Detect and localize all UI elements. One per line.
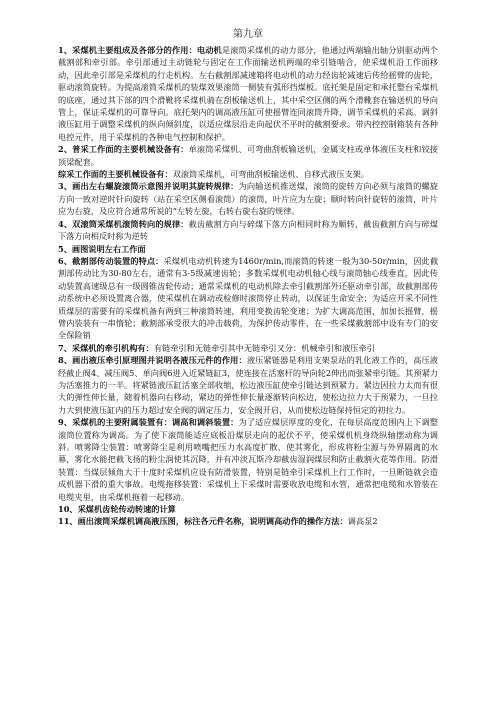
- paragraph-12: [58, 515, 438, 527]
- paragraph-3: [58, 168, 438, 180]
- paragraph-9-heading: 8、画出液压牵引原理图并说明各液压元件的作用：: [58, 355, 247, 366]
- paragraph-11-heading: 10、采煤机齿轮传动转速的计算: [58, 504, 176, 515]
- paragraph-5: [58, 218, 438, 243]
- paragraph-10-body: 为了适应煤层厚度的变化，在每层高度范围内上下调整滚筒位置称为调高。为了使下滚筒能适应底板沿煤层走向的起伏不平，使采煤机机身绕纵轴摆动称为调斜。喷雾降尘装置：喷雾降尘是利用喷嘴把压力水高度扩散，使其雾化，形成将粉尘源与外界隔离的水幕，雾化水能把截飞扬的粉尘润使其沉降，并有冲淡瓦斯冷却截齿湿润煤层和防止截割火花等作用。防滑装置：当煤层倾角大于十度时采煤机应设有防滑装置，特别是链牵引采煤机上行工作时，一旦断链就会造成机器下滑的重大事故。电缆拖移装置：采煤机上下采煤时需要收放电缆和水管，通常把电缆和水管装在电缆夹里，由采煤机拖着一起移动。: [58, 417, 438, 502]
- paragraph-3-body: 双滚筒采煤机，可弯曲刮板输送机、自移式液压支架。: [172, 169, 370, 180]
- paragraph-1: [58, 44, 438, 143]
- paragraph-2-body: 单滚筒采煤机、可弯曲刮板输送机，金属支柱或单体液压支柱和铰接顶梁配套。: [58, 144, 438, 167]
- paragraph-9-body: 液压紧链器是利用支架泵站的乳化液工作的，高压液经截止阀4、减压阀5、单向阀6进入近紧链缸3，使连接在活塞杆的导向轮2伸出而张紧牵引链。其预紧力为活塞推力的一半。将紧链液压缸活塞全部收缩，松边液压缸使牵引链达到预紧力。紧边因拉力太而有很大的弹性伸长量，随着机器向右移动，紧边的弹性伸长量逐渐转向松边，使松边拉力大于预紧力，一旦拉力大到使液压缸内的压力超过安全阀的调定压力，安全阀开启，从而使松边链保持恒定的初拉力。: [58, 355, 438, 415]
- paragraph-4-body: 为向输送机推送煤，滚筒的旋转方向必须与滚筒的螺旋方向一致对逆时针向旋转（站在采空区侧看滚筒）的滚筒，叶片应为左旋；顺时转向针旋转的滚筒，叶片应为右旋，及应符合通常所说的“左转左旋，右转右旋右旋的规律。: [58, 181, 438, 217]
- paragraph-2: [58, 143, 438, 168]
- paragraph-7-body: 采煤机电动机转速为1460r/min,而滚筒的转速一般为30-50r/min，因此截割部传动比为30-80左右，通常有3-5级减速齿轮；多数采煤机电动机轴心线与滚筒轴心线垂直，因此传动装置高速级总有一级圆锥齿轮传动；通常采煤机的电动机除去牵引截割部外还驱动牵引部，故截割部传动系统中必须设置离合器，使采煤机在调动或检修时滚筒停止转动，以保证生命安全；为适应开采不同性质煤层的需要有的采煤机备有两到三种滚筒转速，利用变换齿轮变速；为扩大调高范围，加加长摇臂，摇臂内装装有一串惰轮；截割部承受很大的冲击载荷，为保护传动零件，在一些采煤截割部中设有专门的安全保险销: [58, 255, 439, 341]
- paragraph-12-body: 调高泵2: [347, 516, 378, 527]
- paragraph-6: [58, 243, 438, 255]
- paragraph-10: [58, 416, 438, 503]
- paragraph-8-heading: 7、采煤机的牵引机构有：: [58, 342, 154, 353]
- chapter-title: 第九章: [233, 29, 263, 40]
- paragraph-9: [58, 354, 438, 416]
- paragraph-5-body: 截齿截割方向与碎煤下落方向相同时称为顺转，截齿截割方向与碎煤下落方向相反时称为逆转: [58, 218, 438, 242]
- paragraph-10-heading: 9、采煤机的主要附属装置有：调高和调斜装置：: [58, 417, 239, 428]
- paragraph-8-body: 有链牵引和无链牵引其中无链牵引又分：机械牵引和液压牵引: [153, 342, 375, 353]
- paragraph-11: [58, 503, 438, 515]
- paragraph-1-body: 是滚筒采煤机的动力部分，他通过两端输出轴分别驱动两个截割部和牵引部。牵引部通过主动链轮与固定在工作面输送机两端的牵引链啮合，使采煤机沿工作面移动，因此牵引部是采煤机的行走机构。左右截割部减速箱将电动机的动力经齿轮减速后传给摇臂的齿轮，驱动滚筒旋转。为提高滚筒采煤机的装煤效果滚筒一侧装有弧形挡煤板。底托架是固定和承托整台采煤机的底座，通过其下部的四个滑靴将采煤机骑在刮板输送机上，其中采空区侧的两个滑靴套在输送机的导向管上，保证采煤机的可靠导向。底托架内的调高液压缸可使摇臂连同滚筒升降，调节采煤机的采高。调斜液压缸用于调整采煤机的纵向倾斜度，以适应煤层沿走向起伏不平时的截割要求。带内控控制箱装有各种电控元件，用于采煤机的各种电气控制和保护。: [58, 45, 438, 142]
- paragraph-6-heading: 5、画图说明左右工作面: [58, 243, 146, 254]
- paragraph-4: [58, 180, 438, 217]
- paragraph-5-heading: 4、双滚筒采煤机滚筒转向的规律：: [58, 218, 189, 229]
- paragraph-8: [58, 342, 438, 354]
- paragraph-2-heading: 2、普采工作面的主要机械设备有：: [58, 144, 189, 155]
- paragraph-4-heading: 3、画出左右螺旋滚筒示意图并说明其旋转规律：: [58, 181, 239, 192]
- paragraph-3-heading: 综采工作面的主要机械设备有：: [58, 169, 173, 180]
- paragraph-12-heading: 11、画出滚筒采煤机调高液压图，标注各元件名称，说明调高动作的操作方法：: [58, 516, 348, 527]
- paragraph-1-heading: 1、采煤机主要组成及各部分的作用：电动机: [58, 45, 222, 55]
- paragraph-7: [58, 255, 438, 342]
- paragraph-7-heading: 6、截割部传动装置的特点：: [58, 255, 164, 266]
